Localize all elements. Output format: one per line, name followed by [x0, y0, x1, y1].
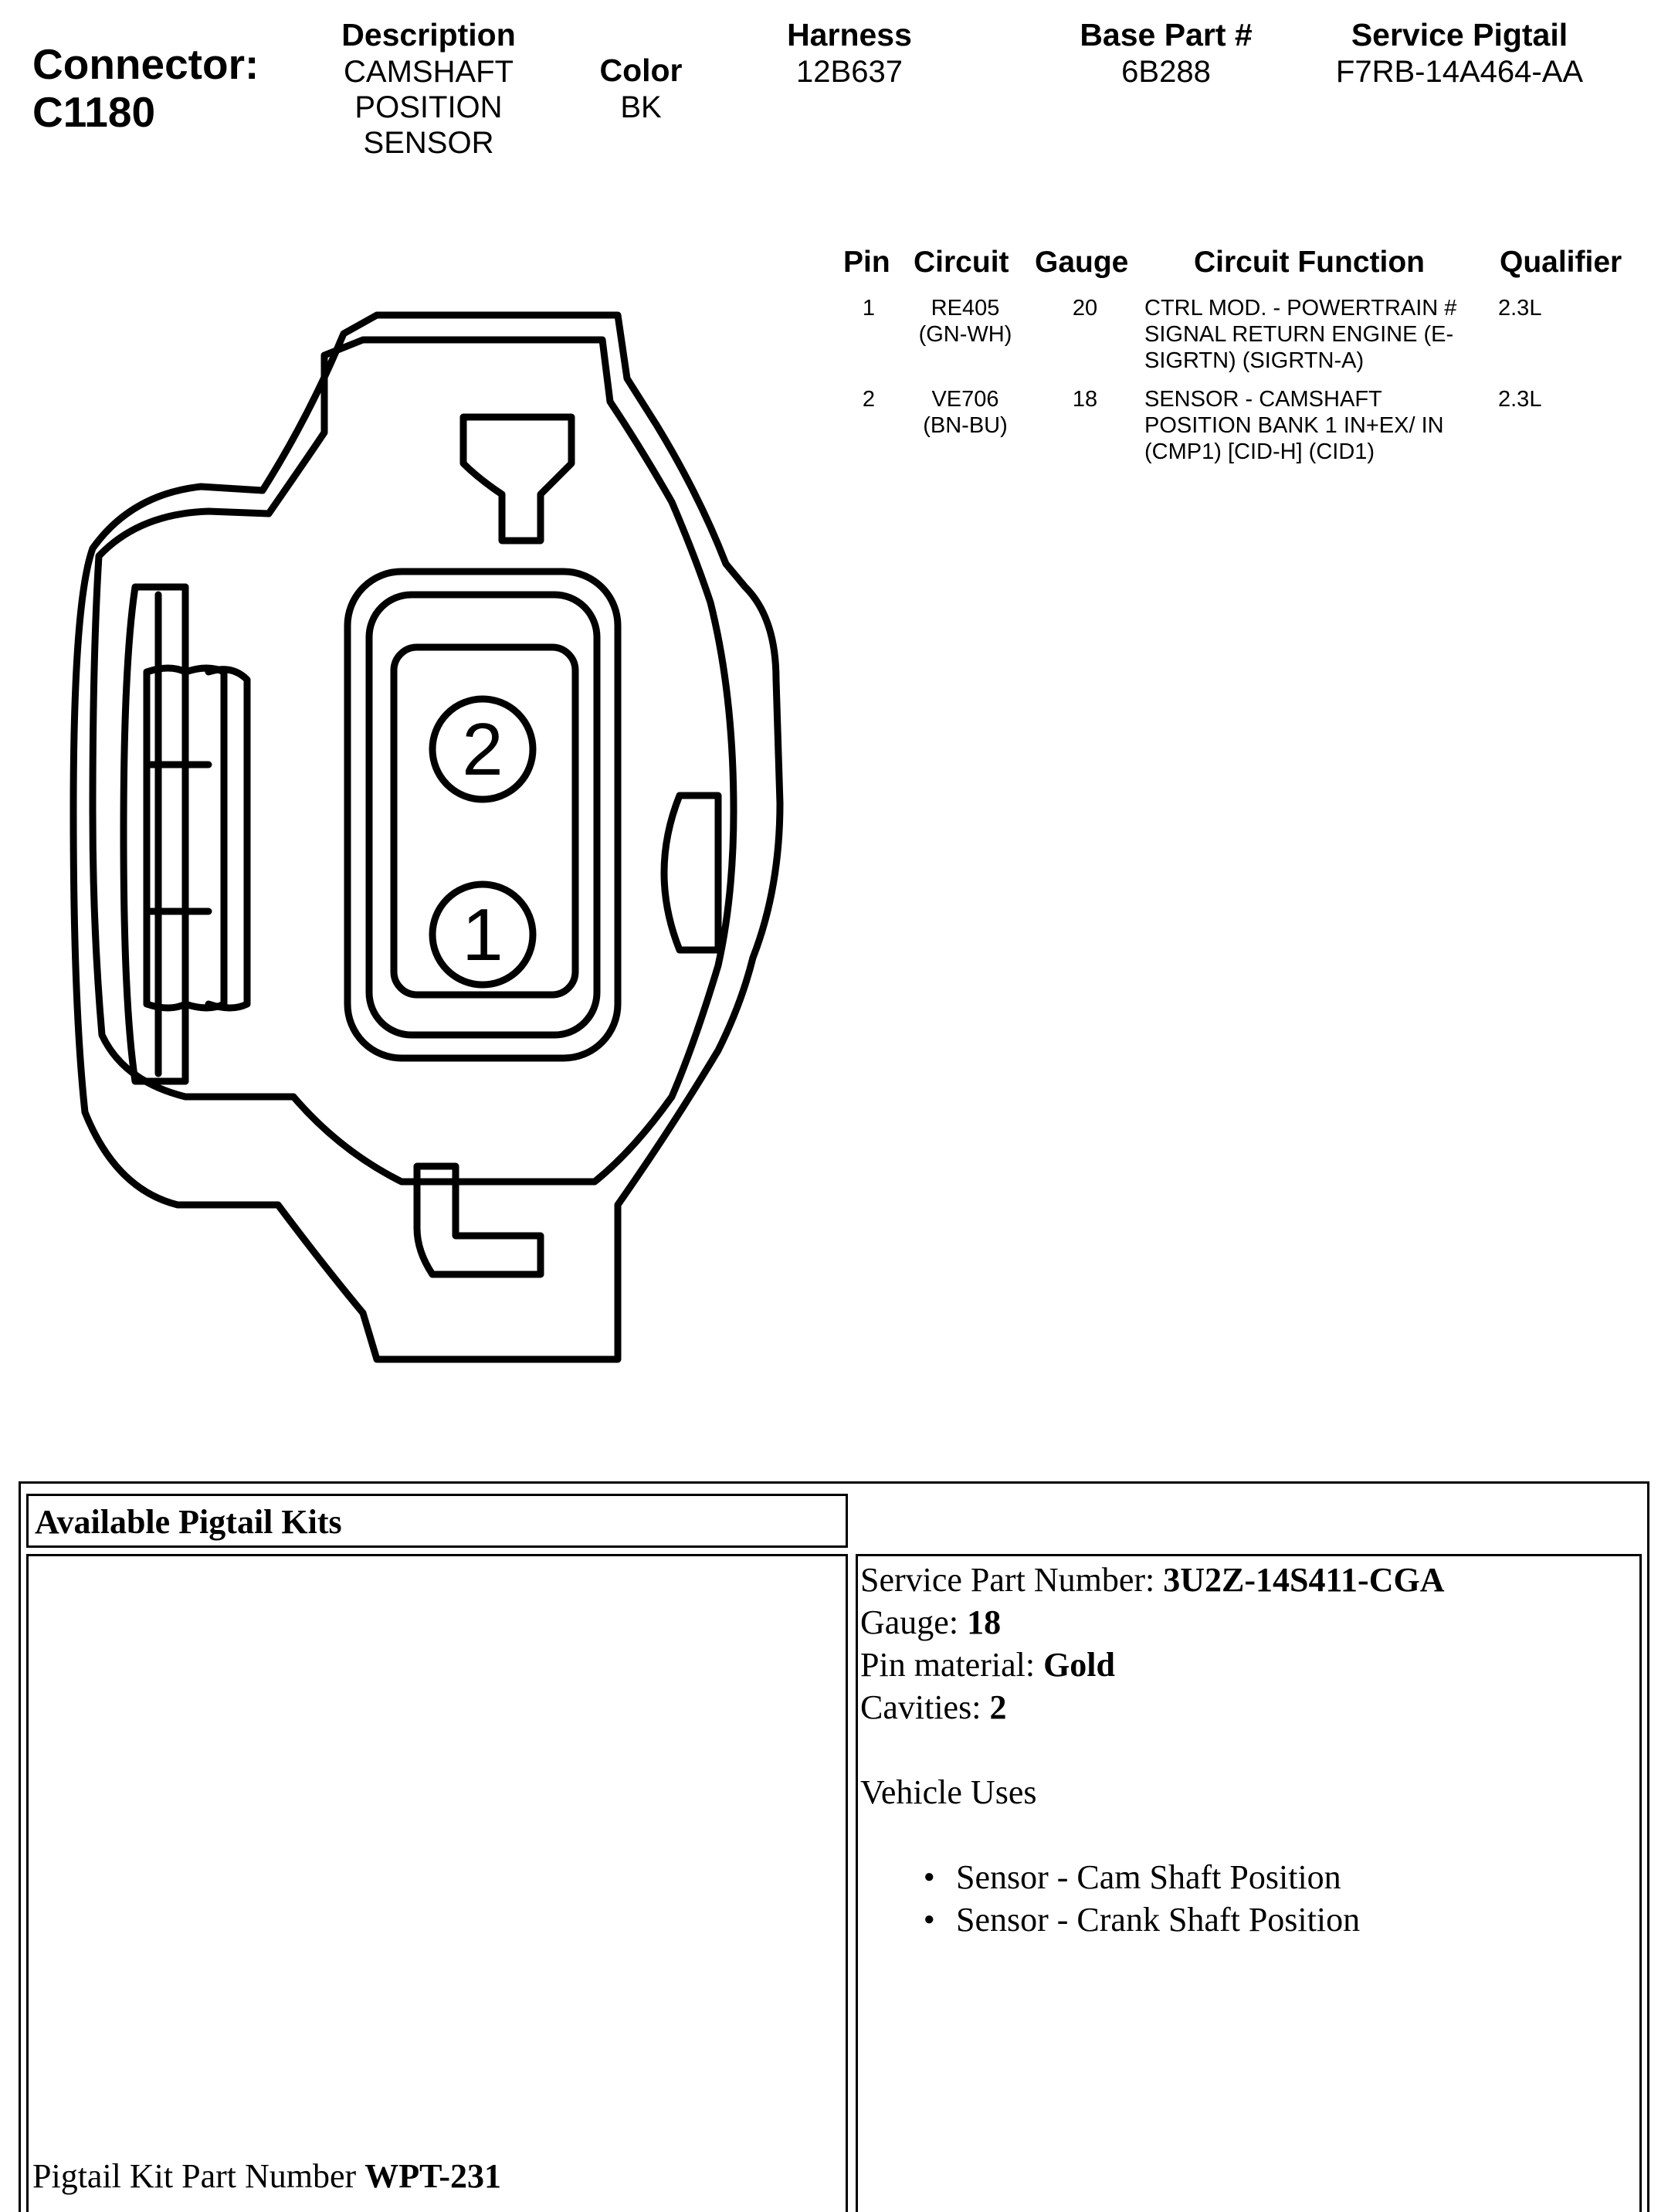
- connector-label: Connector:: [32, 40, 259, 88]
- service-part-number: 3U2Z-14S411-CGA: [1163, 1561, 1445, 1599]
- circuit-function-column-header: Circuit Function: [1194, 246, 1425, 279]
- circuit-code: VE706: [931, 387, 999, 412]
- description-line: SENSOR: [363, 126, 494, 160]
- pin-material-value: Gold: [1043, 1646, 1115, 1684]
- pin-number: 2: [862, 387, 876, 412]
- harness-label: Harness: [787, 17, 912, 53]
- function-line: SIGNAL RETURN ENGINE (E-: [1144, 322, 1454, 347]
- wire-color: (BN-BU): [923, 413, 1008, 438]
- pin-material-label: Pin material:: [860, 1646, 1044, 1684]
- pin-number: 1: [862, 296, 876, 321]
- cavities-value: 2: [989, 1688, 1007, 1726]
- function-cell: [1144, 386, 1492, 465]
- pigtail-section-title: Available Pigtail Kits: [35, 1503, 342, 1541]
- latch-detail: [185, 668, 224, 1008]
- circuit-cell: [904, 295, 1027, 348]
- color-label: Color: [599, 53, 683, 88]
- connector-title: [32, 40, 259, 136]
- service-pigtail-value: F7RB-14A464-AA: [1335, 55, 1584, 89]
- vehicle-uses-list: [860, 1856, 1444, 1941]
- cavity-1-label: 1: [462, 894, 503, 976]
- top-key: [463, 417, 571, 541]
- wire-color: (GN-WH): [918, 322, 1012, 347]
- qualifier-cell: 2.3L: [1498, 387, 1542, 412]
- function-line: SIGRTN) (SIGRTN-A): [1144, 348, 1365, 373]
- gauge-value: 18: [967, 1603, 1002, 1641]
- description-line: CAMSHAFT: [344, 55, 514, 89]
- service-pigtail-label: Service Pigtail: [1351, 17, 1568, 53]
- right-key: [664, 796, 718, 950]
- description-column: [324, 15, 533, 161]
- pin-column-header: Pin: [843, 246, 890, 279]
- pigtail-kit-part-label: Pigtail Kit Part Number: [32, 2157, 365, 2195]
- harness-value: 12B637: [796, 55, 903, 89]
- housing-outline: [73, 315, 780, 1359]
- connector-id: C1180: [32, 88, 156, 136]
- description-line: POSITION: [354, 90, 503, 124]
- latch-detail: [147, 668, 185, 1008]
- description-label: Description: [341, 17, 516, 53]
- vehicle-uses-label: Vehicle Uses: [860, 1773, 1037, 1811]
- connector-face-diagram: [46, 301, 819, 1382]
- latch-detail: [208, 670, 247, 1008]
- service-part-line: [860, 1559, 1444, 1601]
- circuit-cell: [904, 386, 1027, 439]
- circuit-column-header: Circuit: [914, 246, 1009, 279]
- vehicle-use-item: ● Sensor - Cam Shaft Position: [860, 1856, 1444, 1898]
- gauge-line: [860, 1601, 1444, 1644]
- qualifier-column-header: Qualifier: [1500, 246, 1622, 279]
- function-line: CTRL MOD. - POWERTRAIN #: [1144, 296, 1457, 321]
- circuit-code: RE405: [931, 296, 1000, 321]
- base-part-label: Base Part #: [1080, 17, 1253, 53]
- service-part-label: Service Part Number:: [860, 1561, 1164, 1599]
- pigtail-kit-part-line: [32, 2155, 501, 2197]
- pin-material-line: [860, 1644, 1444, 1686]
- gauge-cell: 18: [1072, 387, 1098, 412]
- service-pigtail-column: [1313, 15, 1606, 90]
- color-column: [571, 51, 710, 125]
- function-line: POSITION BANK 1 IN+EX/ IN: [1144, 413, 1444, 438]
- pigtail-kit-part-number: WPT-231: [364, 2157, 502, 2195]
- function-line: (CMP1) [CID-H] (CID1): [1144, 439, 1375, 464]
- vehicle-use-item: ● Sensor - Crank Shaft Position: [860, 1898, 1444, 1941]
- color-value: BK: [620, 90, 662, 124]
- gauge-label: Gauge:: [860, 1603, 968, 1641]
- base-part-value: 6B288: [1121, 55, 1211, 89]
- pigtail-title-box: [26, 1494, 848, 1548]
- qualifier-cell: 2.3L: [1498, 296, 1542, 321]
- harness-column: [741, 15, 958, 90]
- pigtail-image-box: [26, 1554, 848, 2212]
- gauge-cell: 20: [1072, 296, 1098, 321]
- function-line: SENSOR - CAMSHAFT: [1144, 387, 1382, 412]
- cavity-2-label: 2: [462, 708, 503, 791]
- function-cell: [1144, 295, 1492, 374]
- cavities-line: [860, 1686, 1444, 1729]
- cavities-label: Cavities:: [860, 1688, 990, 1726]
- pigtail-details: [860, 1559, 1444, 1941]
- base-part-column: [1050, 15, 1282, 90]
- gauge-column-header: Gauge: [1035, 246, 1129, 279]
